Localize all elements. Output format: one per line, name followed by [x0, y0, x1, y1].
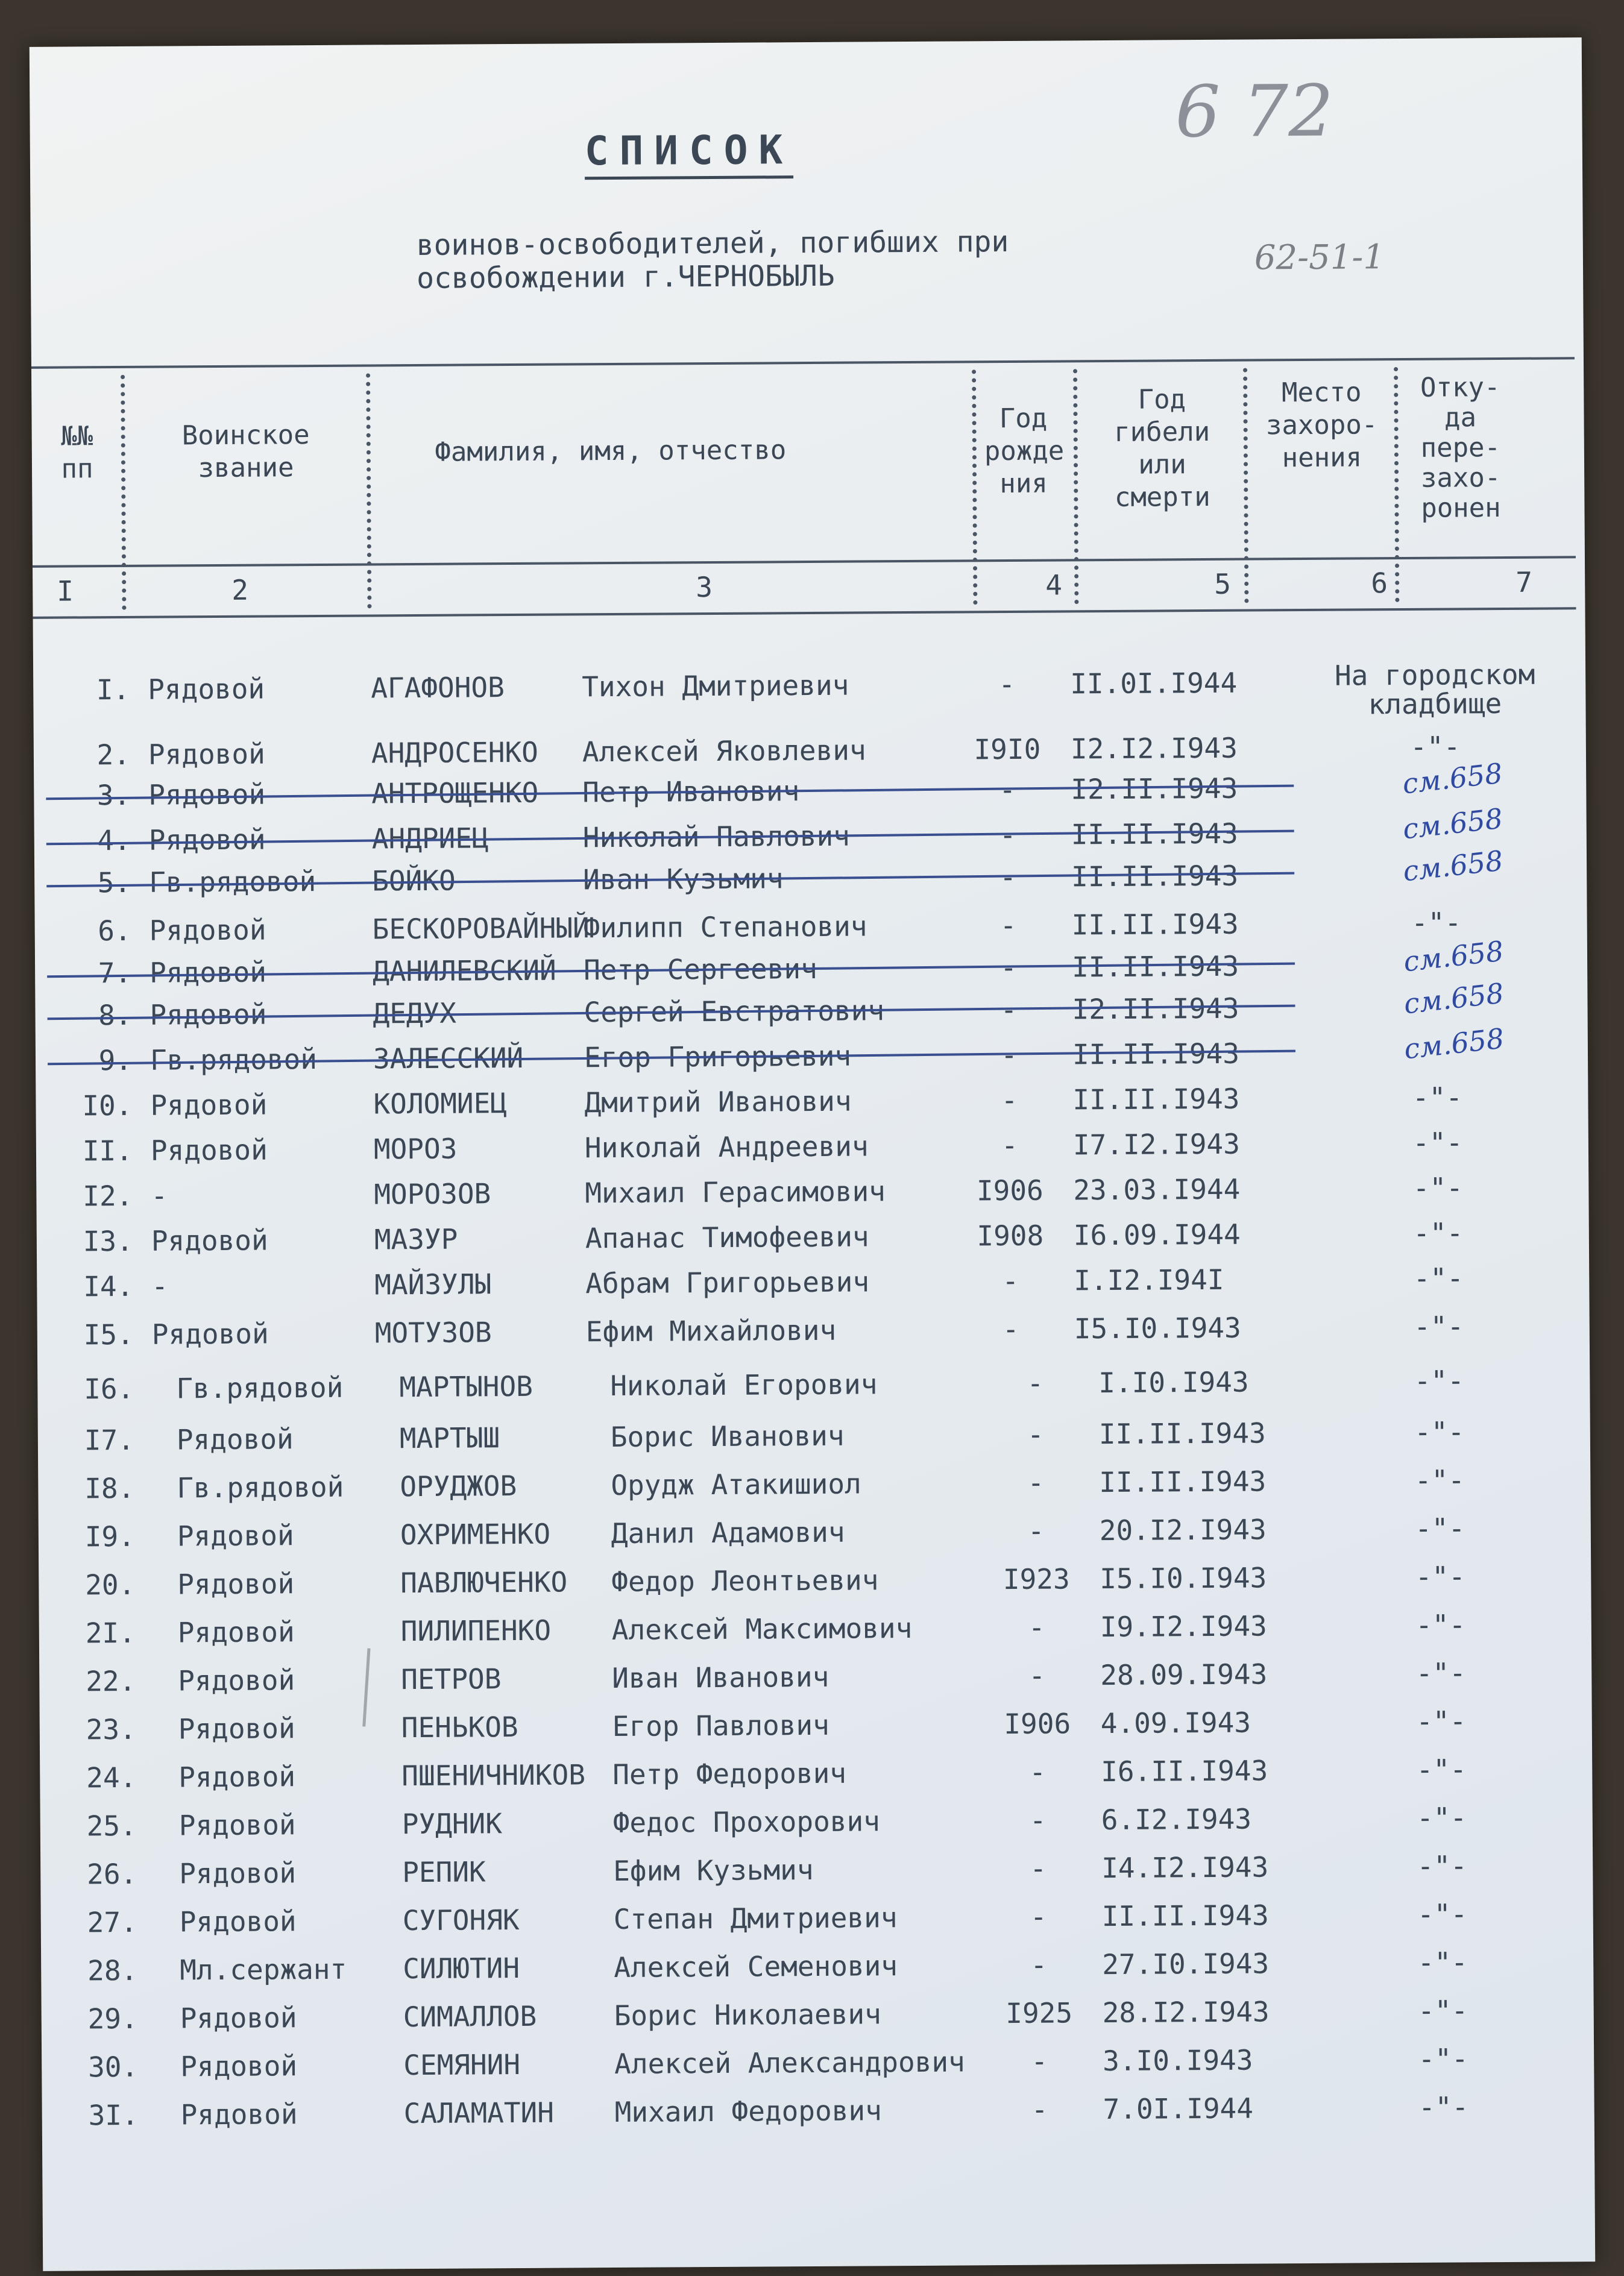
row-rank: Рядовой [149, 913, 266, 947]
table-row [40, 1849, 1593, 1902]
row-surname: СИЛЮТИН [403, 1951, 520, 1985]
row-burial-place: -"- [1417, 1897, 1468, 1931]
row-surname: ПЕНЬКОВ [401, 1710, 518, 1744]
row-rank: Рядовой [179, 1905, 297, 1938]
row-birth-year: - [999, 818, 1016, 852]
table-row [39, 1559, 1591, 1612]
row-surname: МОТУЗОВ [374, 1316, 492, 1350]
row-burial-place: -"- [1414, 1415, 1465, 1448]
row-surname: РЕПИК [402, 1855, 486, 1889]
row-birth-year: I923 [1002, 1562, 1070, 1596]
row-burial-place: -"- [1418, 2090, 1469, 2124]
table-row [37, 1363, 1590, 1416]
column-header-fullname: Фамилия, имя, отчество [435, 435, 787, 468]
column-separator [121, 375, 131, 610]
row-surname: МАРТЫШ [399, 1421, 500, 1455]
column-header-reburied-from: Отку- да пере- захо- ронен [1420, 372, 1501, 524]
row-rank: Рядовой [178, 1808, 296, 1842]
table-row [40, 1752, 1592, 1805]
row-given-names: Михаил Федорович [614, 2094, 882, 2129]
row-death-date: I5.I0.I943 [1100, 1561, 1267, 1595]
row-rank: Гв.рядовой [149, 1043, 318, 1077]
row-given-names: Иван Иванович [612, 1660, 829, 1695]
header-bottom-rule [33, 607, 1576, 619]
row-burial-place: -"- [1415, 1608, 1466, 1641]
row-surname: МАРТЫНОВ [399, 1369, 533, 1404]
row-given-names: Абрам Григорьевич [585, 1265, 870, 1300]
column-header-burial-place: Место захоро- нения [1265, 377, 1378, 474]
row-rank: Рядовой [176, 1422, 294, 1456]
row-rank: Гв.рядовой [177, 1470, 344, 1504]
row-number: 20. [85, 1568, 136, 1602]
row-rank: Рядовой [151, 1317, 269, 1351]
table-row [40, 1704, 1592, 1757]
row-birth-year: - [1002, 1312, 1019, 1346]
archive-code: 62-51-1 [1254, 237, 1385, 278]
row-rank: Рядовой [148, 778, 266, 811]
row-number: 8. [98, 998, 132, 1032]
row-number: 3I. [88, 2098, 139, 2132]
document-title: СПИСОК [585, 127, 794, 180]
row-surname: АНДРИЕЦ [371, 822, 489, 855]
row-surname: АГАФОНОВ [371, 671, 505, 705]
row-number: 3. [96, 778, 131, 812]
row-surname: МОРОЗ [373, 1132, 458, 1166]
row-given-names: Федос Прохорович [612, 1805, 881, 1840]
row-number: 28. [87, 1954, 138, 1987]
row-surname: РУДНИК [401, 1807, 503, 1841]
row-given-names: Данил Адамович [611, 1515, 845, 1550]
row-number: I. [96, 673, 130, 706]
row-burial-place: -"- [1415, 1656, 1466, 1690]
row-given-names: Егор Григорьевич [584, 1039, 852, 1074]
row-death-date: I.I0.I943 [1098, 1365, 1249, 1400]
row-death-date: 7.0I.I944 [1103, 2092, 1254, 2126]
row-death-date: 4.09.I943 [1100, 1706, 1251, 1740]
column-number-7: 7 [1515, 565, 1534, 599]
row-number: I4. [83, 1269, 134, 1303]
row-birth-year: - [1000, 1038, 1018, 1072]
row-burial-place: -"- [1417, 1849, 1467, 1882]
row-number: I7. [84, 1423, 135, 1457]
row-death-date: 27.I0.I943 [1102, 1947, 1270, 1981]
row-given-names: Петр Федорович [612, 1756, 847, 1791]
row-given-names: Николай Андреевич [584, 1130, 869, 1165]
row-number: 2. [96, 738, 131, 772]
column-number-6: 6 [1371, 567, 1389, 600]
row-given-names: Петр Иванович [582, 775, 800, 809]
row-burial-place: -"- [1414, 1364, 1465, 1397]
table-row [33, 658, 1585, 721]
row-death-date: II.II.I943 [1072, 1037, 1240, 1071]
row-surname: СИМАЛЛОВ [403, 1999, 537, 2034]
row-rank: Рядовой [178, 1760, 296, 1794]
row-rank: - [151, 1269, 169, 1303]
row-birth-year: - [1030, 1900, 1047, 1933]
row-rank: Рядовой [180, 2098, 298, 2131]
table-row [42, 2042, 1594, 2095]
row-burial-place: -"- [1413, 1262, 1464, 1295]
row-surname: ОХРИМЕНКО [400, 1517, 551, 1551]
row-surname: БЕСКОРОВАЙНЫЙ [372, 911, 590, 946]
row-surname: МАЗУР [374, 1222, 458, 1256]
row-number: 2I. [85, 1616, 136, 1650]
row-rank: Рядовой [151, 1224, 268, 1257]
row-number: 27. [87, 1905, 137, 1939]
column-number-3: 3 [696, 570, 714, 604]
row-birth-year: - [1001, 1083, 1018, 1117]
row-number: I3. [83, 1224, 134, 1258]
row-birth-year: - [1000, 993, 1018, 1026]
row-death-date: 3.I0.I943 [1103, 2043, 1253, 2078]
row-burial-place: -"- [1413, 1216, 1464, 1250]
row-rank: - [151, 1179, 168, 1212]
row-rank: Рядовой [148, 823, 266, 857]
row-given-names: Степан Дмитриевич [613, 1901, 898, 1936]
row-death-date: 6.I2.I943 [1101, 1802, 1252, 1837]
row-birth-year: - [1027, 1514, 1045, 1547]
row-birth-year: - [1031, 2093, 1048, 2126]
row-death-date: I7.I2.I943 [1072, 1127, 1241, 1162]
table-row [39, 1656, 1591, 1709]
row-rank: Рядовой [148, 737, 265, 771]
handwritten-note: см.658 [1401, 844, 1505, 888]
row-birth-year: - [1028, 1659, 1046, 1692]
row-surname: ДЕДУХ [373, 996, 457, 1030]
row-given-names: Тихон Дмитриевич [582, 668, 849, 703]
row-given-names: Николай Егорович [610, 1368, 878, 1403]
row-surname: САЛАМАТИН [403, 2096, 555, 2130]
row-given-names: Филипп Степанович [583, 910, 867, 945]
row-number: I2. [83, 1179, 133, 1213]
row-surname: ЗАЛЕССКИЙ [373, 1041, 524, 1075]
row-given-names: Апанас Тимофеевич [585, 1220, 869, 1255]
row-rank: Рядовой [177, 1615, 295, 1649]
row-surname: СЕМЯНИН [403, 2048, 521, 2082]
row-birth-year: - [1030, 1852, 1047, 1885]
row-death-date: I4.I2.I943 [1101, 1850, 1269, 1885]
row-number: I8. [84, 1471, 135, 1505]
row-burial-place: -"- [1415, 1560, 1466, 1593]
table-row [38, 1463, 1590, 1516]
row-rank: Рядовой [177, 1519, 294, 1553]
row-number: 4. [97, 823, 131, 857]
row-birth-year: - [1001, 1128, 1018, 1162]
handwritten-note: см.658 [1402, 1022, 1506, 1066]
column-separator [1073, 369, 1083, 604]
row-given-names: Николай Павлович [582, 819, 851, 854]
row-surname: МАЙЗУЛЫ [374, 1268, 492, 1301]
row-surname: СУГОНЯК [402, 1903, 520, 1937]
handwritten-note: см.658 [1402, 934, 1505, 978]
row-rank: Рядовой [148, 672, 265, 706]
row-number: 23. [86, 1712, 136, 1746]
table-row [34, 756, 1586, 823]
row-burial-place: -"- [1418, 2042, 1468, 2075]
row-birth-year: - [1030, 1948, 1048, 1981]
table-row [36, 1080, 1588, 1133]
document-sheet [30, 37, 1595, 2271]
row-number: 5. [97, 866, 131, 899]
table-row [41, 1945, 1593, 1998]
row-rank: Рядовой [149, 998, 267, 1031]
row-surname: ДАНИЛЕВСКИЙ [372, 954, 556, 988]
row-given-names: Дмитрий Иванович [584, 1084, 852, 1119]
row-surname: КОЛОМИЕЦ [373, 1087, 508, 1121]
table-row [36, 1171, 1588, 1224]
column-separator [1394, 367, 1404, 602]
row-birth-year: - [999, 908, 1017, 942]
table-row [40, 1800, 1593, 1853]
row-death-date: I6.II.I943 [1101, 1754, 1268, 1788]
row-number: 7. [98, 956, 132, 990]
row-given-names: Алексей Семенович [614, 1949, 898, 1984]
row-burial-place: -"- [1415, 1512, 1465, 1545]
row-rank: Рядовой [177, 1567, 295, 1601]
handwritten-note: см.658 [1402, 976, 1506, 1020]
row-given-names: Ефим Михайлович [585, 1313, 837, 1348]
row-given-names: Михаил Герасимович [585, 1175, 886, 1210]
row-birth-year: - [1029, 1803, 1046, 1837]
column-header-death-year: Год гибели или смерти [1114, 384, 1210, 513]
row-rank: Рядовой [150, 1088, 268, 1122]
row-surname: МОРОЗОВ [374, 1177, 491, 1211]
row-burial-place: -"- [1414, 1310, 1464, 1343]
row-burial-place: -"- [1416, 1705, 1467, 1738]
row-death-date: I9.I2.I943 [1100, 1609, 1267, 1644]
column-number-2: 2 [231, 573, 250, 606]
row-number: 6. [98, 914, 131, 948]
row-death-date: 28.I2.I943 [1102, 1995, 1270, 2029]
row-death-date: I6.09.I944 [1073, 1218, 1241, 1252]
row-death-date: 20.I2.I943 [1099, 1513, 1267, 1547]
row-birth-year: - [1027, 1418, 1044, 1451]
table-row [34, 844, 1587, 910]
row-burial-place: -"- [1410, 730, 1461, 763]
header-divider-rule [33, 556, 1576, 568]
row-rank: Рядовой [178, 1712, 295, 1746]
row-given-names: Федор Леонтьевич [611, 1564, 879, 1599]
handwritten-note: см.658 [1400, 756, 1505, 800]
row-rank: Рядовой [180, 2049, 298, 2083]
row-birth-year: I906 [976, 1174, 1043, 1207]
row-given-names: Борис Иванович [610, 1419, 845, 1454]
row-given-names: Алексей Александрович [614, 2045, 965, 2081]
table-row [37, 1261, 1589, 1314]
column-header-birth-year: Год рожде ния [984, 403, 1065, 500]
row-rank: Рядовой [180, 2001, 297, 2035]
column-number-4: 4 [1045, 568, 1063, 602]
row-death-date: II.II.I943 [1099, 1465, 1267, 1499]
row-surname: БОЙКО [372, 864, 456, 898]
table-row [37, 1309, 1590, 1362]
row-surname: ОРУДЖОВ [400, 1470, 517, 1503]
table-row [36, 1125, 1588, 1178]
row-birth-year: - [1000, 951, 1018, 984]
row-death-date: II.II.I943 [1101, 1899, 1269, 1933]
row-given-names: Петр Сергеевич [583, 952, 818, 987]
table-row [42, 2090, 1594, 2143]
row-surname: ПЕТРОВ [401, 1662, 502, 1696]
table-row [36, 1022, 1588, 1088]
row-birth-year: - [1031, 2045, 1048, 2078]
row-given-names: Сергей Евстратович [584, 994, 885, 1029]
row-given-names: Алексей Максимович [611, 1612, 913, 1647]
row-burial-place: -"- [1417, 1994, 1468, 2027]
row-number: 22. [86, 1664, 136, 1698]
row-death-date: II.II.I943 [1071, 907, 1239, 942]
row-rank: Гв.рядовой [176, 1371, 344, 1405]
table-row [37, 1216, 1589, 1269]
row-number: 30. [87, 2050, 139, 2084]
archive-mark: 6 72 [1175, 69, 1334, 154]
row-burial-place: -"- [1412, 1126, 1463, 1159]
row-birth-year: - [999, 773, 1016, 806]
row-birth-year: I925 [1006, 1996, 1073, 2030]
row-surname: ПШЕНИЧНИКОВ [401, 1758, 586, 1793]
row-death-date: I2.I2.I943 [1070, 731, 1238, 765]
row-death-date: II.II.I943 [1071, 949, 1239, 984]
row-death-date: 28.09.I943 [1100, 1658, 1268, 1692]
row-surname: АНТРОЩЕНКО [371, 776, 539, 810]
row-burial-place: На городском кладбище [1334, 658, 1535, 721]
row-rank: Рядовой [150, 1133, 268, 1167]
table-row [38, 1415, 1590, 1468]
row-birth-year: I908 [977, 1219, 1044, 1253]
row-surname: ПАВЛЮЧЕНКО [400, 1565, 568, 1600]
row-number: 29. [87, 2002, 138, 2036]
row-number: I0. [82, 1089, 133, 1122]
row-surname: АНДРОСЕНКО [371, 735, 539, 770]
row-birth-year: I906 [1004, 1707, 1071, 1741]
column-header-number: №№ пп [61, 421, 93, 485]
column-header-rank: Воинское звание [181, 420, 310, 484]
row-number: 26. [87, 1857, 137, 1891]
document-subtitle-line1: воинов-освободителей, погибших при [416, 224, 1009, 262]
row-death-date: 23.03.I944 [1073, 1172, 1241, 1207]
row-death-date: I2.II.I943 [1072, 992, 1239, 1026]
row-rank: Рядовой [178, 1664, 295, 1697]
row-rank: Рядовой [149, 955, 267, 989]
row-burial-place: -"- [1416, 1753, 1467, 1786]
row-death-date: I5.I0.I943 [1074, 1311, 1241, 1345]
table-row [41, 1897, 1593, 1950]
row-burial-place: -"- [1417, 1801, 1467, 1834]
row-surname: ПИЛИПЕНКО [400, 1614, 552, 1648]
row-number: II. [82, 1134, 133, 1168]
row-rank: Мл.сержант [180, 1952, 347, 1987]
row-birth-year: - [1029, 1755, 1046, 1788]
row-birth-year: I9I0 [974, 732, 1041, 766]
column-separator [1243, 368, 1253, 603]
row-rank: Гв.рядовой [149, 865, 316, 899]
row-birth-year: - [1027, 1466, 1045, 1499]
row-burial-place: -"- [1411, 906, 1462, 939]
row-death-date: II.II.I943 [1071, 817, 1238, 851]
row-given-names: Ефим Кузьмич [613, 1853, 814, 1888]
column-number-1: I [57, 574, 75, 608]
row-death-date: II.II.I943 [1071, 859, 1239, 893]
row-given-names: Егор Павлович [612, 1708, 829, 1743]
row-number: I6. [84, 1372, 134, 1406]
row-given-names: Иван Кузьмич [583, 862, 784, 896]
row-number: I9. [84, 1520, 136, 1553]
row-death-date: II.II.I943 [1072, 1082, 1240, 1116]
row-given-names: Алексей Яковлевич [582, 734, 866, 769]
row-burial-place: -"- [1412, 1081, 1463, 1114]
row-birth-year: - [1002, 1264, 1019, 1298]
row-birth-year: - [1028, 1611, 1045, 1644]
handwritten-note: см.658 [1401, 802, 1505, 846]
table-row [39, 1511, 1591, 1564]
table-row [35, 976, 1587, 1043]
row-death-date: I.I2.I94I [1074, 1263, 1224, 1297]
row-number: 25. [86, 1809, 137, 1843]
row-burial-place: -"- [1412, 1171, 1464, 1204]
row-number: I5. [83, 1318, 134, 1351]
row-burial-place: -"- [1414, 1463, 1465, 1497]
table-row [42, 1993, 1594, 2046]
row-burial-place: -"- [1417, 1946, 1468, 1979]
column-separator [972, 369, 982, 605]
header-top-rule [31, 357, 1575, 369]
row-death-date: II.0I.I944 [1070, 666, 1238, 700]
row-birth-year: - [999, 860, 1017, 894]
column-separator [366, 373, 376, 608]
row-death-date: II.II.I943 [1098, 1416, 1266, 1451]
row-birth-year: - [998, 667, 1016, 701]
row-birth-year: - [1027, 1366, 1044, 1400]
row-death-date: I2.II.I943 [1071, 772, 1238, 806]
column-number-5: 5 [1214, 567, 1232, 600]
table-row [39, 1608, 1591, 1661]
row-rank: Рядовой [179, 1856, 297, 1890]
document-subtitle-line2: освобождении г.ЧЕРНОБЫЛЬ [416, 259, 835, 295]
row-given-names: Борис Николаевич [614, 1998, 881, 2032]
row-number: 9. [98, 1043, 133, 1077]
row-number: 24. [86, 1761, 137, 1794]
row-given-names: Орудж Атакишиол [611, 1467, 861, 1502]
